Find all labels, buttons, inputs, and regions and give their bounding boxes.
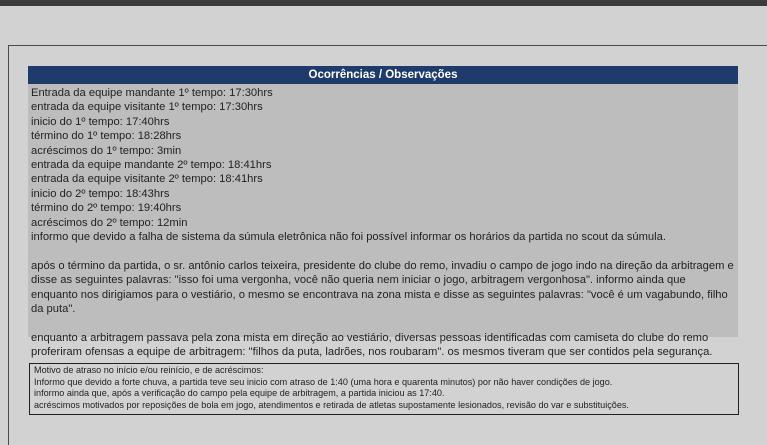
time-entry: entrada da equipe mandante 2º tempo: 18:41hrs	[31, 159, 272, 172]
post-match-paragraph: após o término da partida, o sr. antônio carlos teixeira, presidente do clube do remo, invadiu o campo de jogo indo na direção da arbitragem e disse as seguintes palavras: "isso foi uma vergonha, você não queria nem iniciar o jogo, arbitragem vergonhosa". informo ainda que enquanto nos dirigiamos para o vestiário, o mesmo se encontrava na zona mista e disse as seguintes palavras: "você é um vagabundo, filho da puta".	[31, 259, 734, 316]
occurrences-section	[28, 66, 738, 359]
section-title: Ocorrências / Observações	[28, 66, 738, 84]
system-failure-note: informo que devido a falha de sistema da súmula eletrônica não foi possível informar os horários da partida no scout da súmula.	[31, 231, 666, 244]
delay-line: Informo que devido a forte chuva, a partida teve seu inicio com atraso de 1:40 (uma hora e quarenta minutos) por não haver condições de jogo.	[34, 376, 613, 387]
time-entry: inicio do 2º tempo: 18:43hrs	[31, 187, 170, 200]
time-entry: acréscimos do 2º tempo: 12min	[31, 216, 188, 229]
occurrences-text	[28, 84, 738, 360]
time-entry: inicio do 1º tempo: 17:40hrs	[31, 115, 170, 128]
time-entry: Entrada da equipe mandante 1º tempo: 17:30hrs	[31, 87, 273, 99]
time-entry: entrada da equipe visitante 2º tempo: 18:41hrs	[31, 173, 263, 186]
time-entry: acréscimos do 1º tempo: 3min	[31, 144, 182, 157]
delay-reasons-box	[29, 363, 739, 415]
delay-line: acréscimos motivados por reposições de bola em jogo, atendimentos e retirada de atletas supostamente lesionados, revisão do var e substituições.	[34, 399, 629, 410]
mixed-zone-paragraph: enquanto a arbitragem passava pela zona mista em direção ao vestiário, diversas pessoas identificadas com camiseta do clube do remo proferiram ofensas a equipe de arbitragem: "filhos da puta, ladrões, nos roubaram". os mesmos tiveram que ser contidos pela segurança.	[31, 331, 713, 359]
time-entry: entrada da equipe visitante 1º tempo: 17:30hrs	[31, 101, 263, 114]
top-bar	[0, 0, 767, 6]
time-entry: término do 2º tempo: 19:40hrs	[31, 202, 182, 215]
delay-heading: Motivo de atraso no início e/ou reinício, e de acréscimos:	[34, 365, 264, 375]
delay-line: informo ainda que, após a verificação do campo pela equipe de arbitragem, a partida iniciou as 17:40.	[34, 388, 445, 399]
time-entry: término do 1º tempo: 18:28hrs	[31, 130, 182, 143]
